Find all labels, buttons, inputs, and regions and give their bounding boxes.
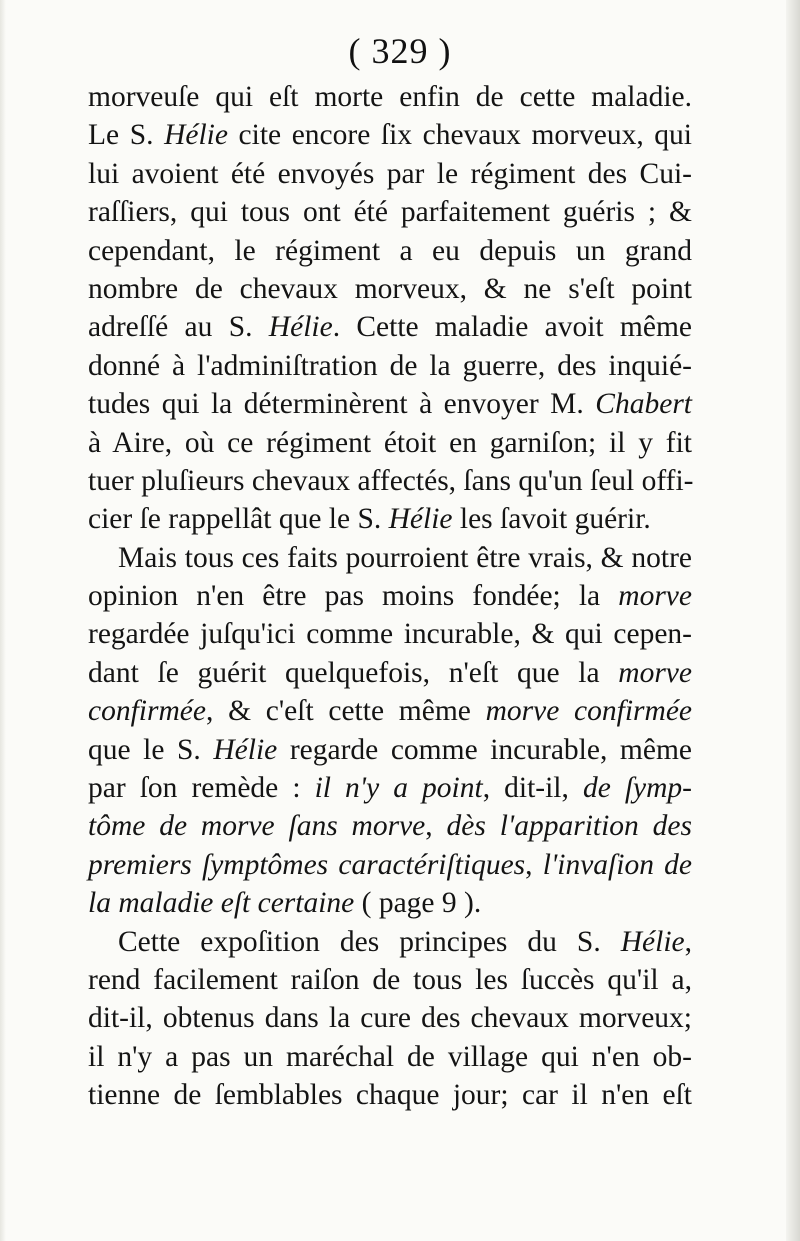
text-line: raſſiers, qui tous ont été parfaitement guéris ; & [88,196,692,229]
text-line: Cette expoſition des principes du S. Hélie, [118,925,692,958]
page-left-edge [0,0,6,1241]
text-line: que le S. Hélie regarde comme incurable, même [88,733,692,766]
text-line: tôme de morve ſans morve, dès l'apparition des [88,810,692,843]
text-line: rend facilement raiſon de tous les ſuccès qu'il a, [88,963,692,996]
text-line: il n'y a pas un maréchal de village qui n'en ob- [88,1040,692,1073]
text-line: dant ſe guérit quelquefois, n'eſt que la morve [88,656,692,689]
text-line: la maladie eſt certaine ( page 9 ). [88,887,482,920]
text-line: adreſſé au S. Hélie. Cette maladie avoit même [88,311,692,344]
text-line: donné à l'adminiſtration de la guerre, des inquié- [88,349,692,382]
text-line: tuer pluſieurs chevaux affectés, ſans qu'un ſeul offi- [88,464,694,497]
text-line: lui avoient été envoyés par le régiment des Cui- [88,157,692,190]
text-line: dit-il, obtenus dans la cure des chevaux morveux; [88,1002,692,1035]
page-number: ( 329 ) [348,31,452,71]
text-line: regardée juſqu'ici comme incurable, & qui cepen- [88,618,692,651]
text-line: cier ſe rappellât que le S. Hélie les ſavoit guérir. [88,503,651,536]
text-line: premiers ſymptômes caractériſtiques, l'invaſion de [88,848,693,881]
text-line: tudes qui la déterminèrent à envoyer M. Chabert [88,388,692,421]
text-line: cependant, le régiment a eu depuis un grand [88,234,692,267]
text-line: Mais tous ces faits pourroient être vrais, & notre [118,541,692,574]
text-line: opinion n'en être pas moins fondée; la morve [88,580,692,613]
text-line: par ſon remède : il n'y a point, dit-il, de ſymp- [88,772,693,805]
text-line: tienne de ſemblables chaque jour; car il n'en eſt [88,1079,692,1112]
text-line: nombre de chevaux morveux, & ne s'eſt point [88,272,692,305]
text-line: Le S. Hélie cite encore ſix chevaux morveux, qui [88,119,692,152]
text-line: confirmée, & c'eſt cette même morve confirmée [88,695,693,728]
text-line: morveuſe qui eſt morte enfin de cette maladie. [88,81,692,113]
text-line: à Aire, où ce régiment étoit en garniſon; il y fit [88,426,692,459]
page-right-edge [786,0,800,1241]
body-text [88,78,692,1115]
